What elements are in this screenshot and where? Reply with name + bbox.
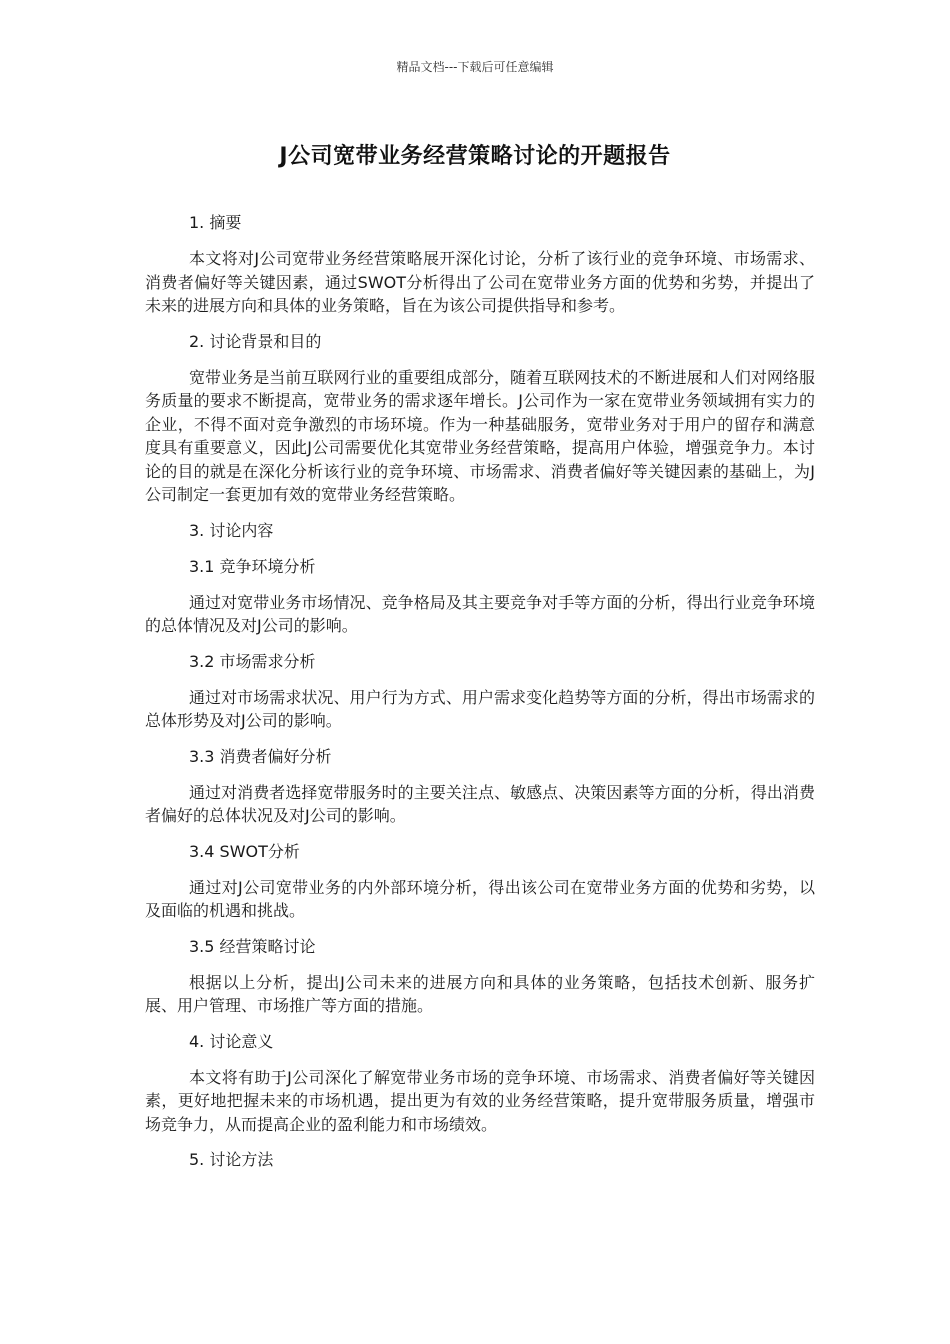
section-heading: 3.5 经营策略讨论	[189, 936, 316, 956]
section-paragraph: 通过对消费者选择宽带服务时的主要关注点、敏感点、决策因素等方面的分析，得出消费者偏好的总体状况及对J公司的影响。	[145, 782, 815, 825]
document-title: J公司宽带业务经营策略讨论的开题报告	[279, 144, 671, 169]
section-heading: 4. 讨论意义	[189, 1031, 274, 1051]
section-paragraph: 通过对市场需求状况、用户行为方式、用户需求变化趋势等方面的分析，得出市场需求的总体形势及对J公司的影响。	[145, 687, 815, 730]
section-heading: 3.3 消费者偏好分析	[189, 746, 332, 766]
section-heading: 1. 摘要	[189, 213, 242, 232]
header-note: 精品文档---下载后可任意编辑	[396, 60, 554, 74]
section-heading: 3.4 SWOT分析	[189, 841, 300, 861]
section-heading: 3. 讨论内容	[189, 520, 274, 540]
section-paragraph: 通过对J公司宽带业务的内外部环境分析，得出该公司在宽带业务方面的优势和劣势，以及面临的机遇和挑战。	[145, 877, 815, 920]
section-paragraph: 本文将有助于J公司深化了解宽带业务市场的竞争环境、市场需求、消费者偏好等关键因素，更好地把握未来的市场机遇，提出更为有效的业务经营策略，提升宽带服务质量，增强市场竞争力，从而提高企业的盈利能力和市场绩效。	[145, 1067, 815, 1134]
section-heading: 2. 讨论背景和目的	[189, 331, 322, 351]
section-paragraph: 本文将对J公司宽带业务经营策略展开深化讨论，分析了该行业的竞争环境、市场需求、消费者偏好等关键因素，通过SWOT分析得出了公司在宽带业务方面的优势和劣势，并提出了未来的进展方向和具体的业务策略，旨在为该公司提供指导和参考。	[145, 249, 815, 315]
section-heading: 3.2 市场需求分析	[189, 651, 316, 671]
section-heading: 3.1 竞争环境分析	[189, 556, 316, 576]
section-paragraph: 宽带业务是当前互联网行业的重要组成部分，随着互联网技术的不断进展和人们对网络服务质量的要求不断提高，宽带业务的需求逐年增长。J公司作为一家在宽带业务领域拥有实力的企业，不得不面对竞争激烈的市场环境。作为一种基础服务，宽带业务对于用户的留存和满意度具有重要意义，因此J公司需要优化其宽带业务经营策略，提高用户体验，增强竞争力。本讨论的目的就是在深化分析该行业的竞争环境、市场需求、消费者偏好等关键因素的基础上，为J公司制定一套更加有效的宽带业务经营策略。	[145, 367, 815, 504]
document-body	[145, 211, 815, 1184]
section-heading: 5. 讨论方法	[189, 1150, 274, 1169]
section-paragraph: 通过对宽带业务市场情况、竞争格局及其主要竞争对手等方面的分析，得出行业竞争环境的总体情况及对J公司的影响。	[145, 592, 815, 635]
section-paragraph: 根据以上分析，提出J公司未来的进展方向和具体的业务策略，包括技术创新、服务扩展、用户管理、市场推广等方面的措施。	[145, 972, 815, 1015]
